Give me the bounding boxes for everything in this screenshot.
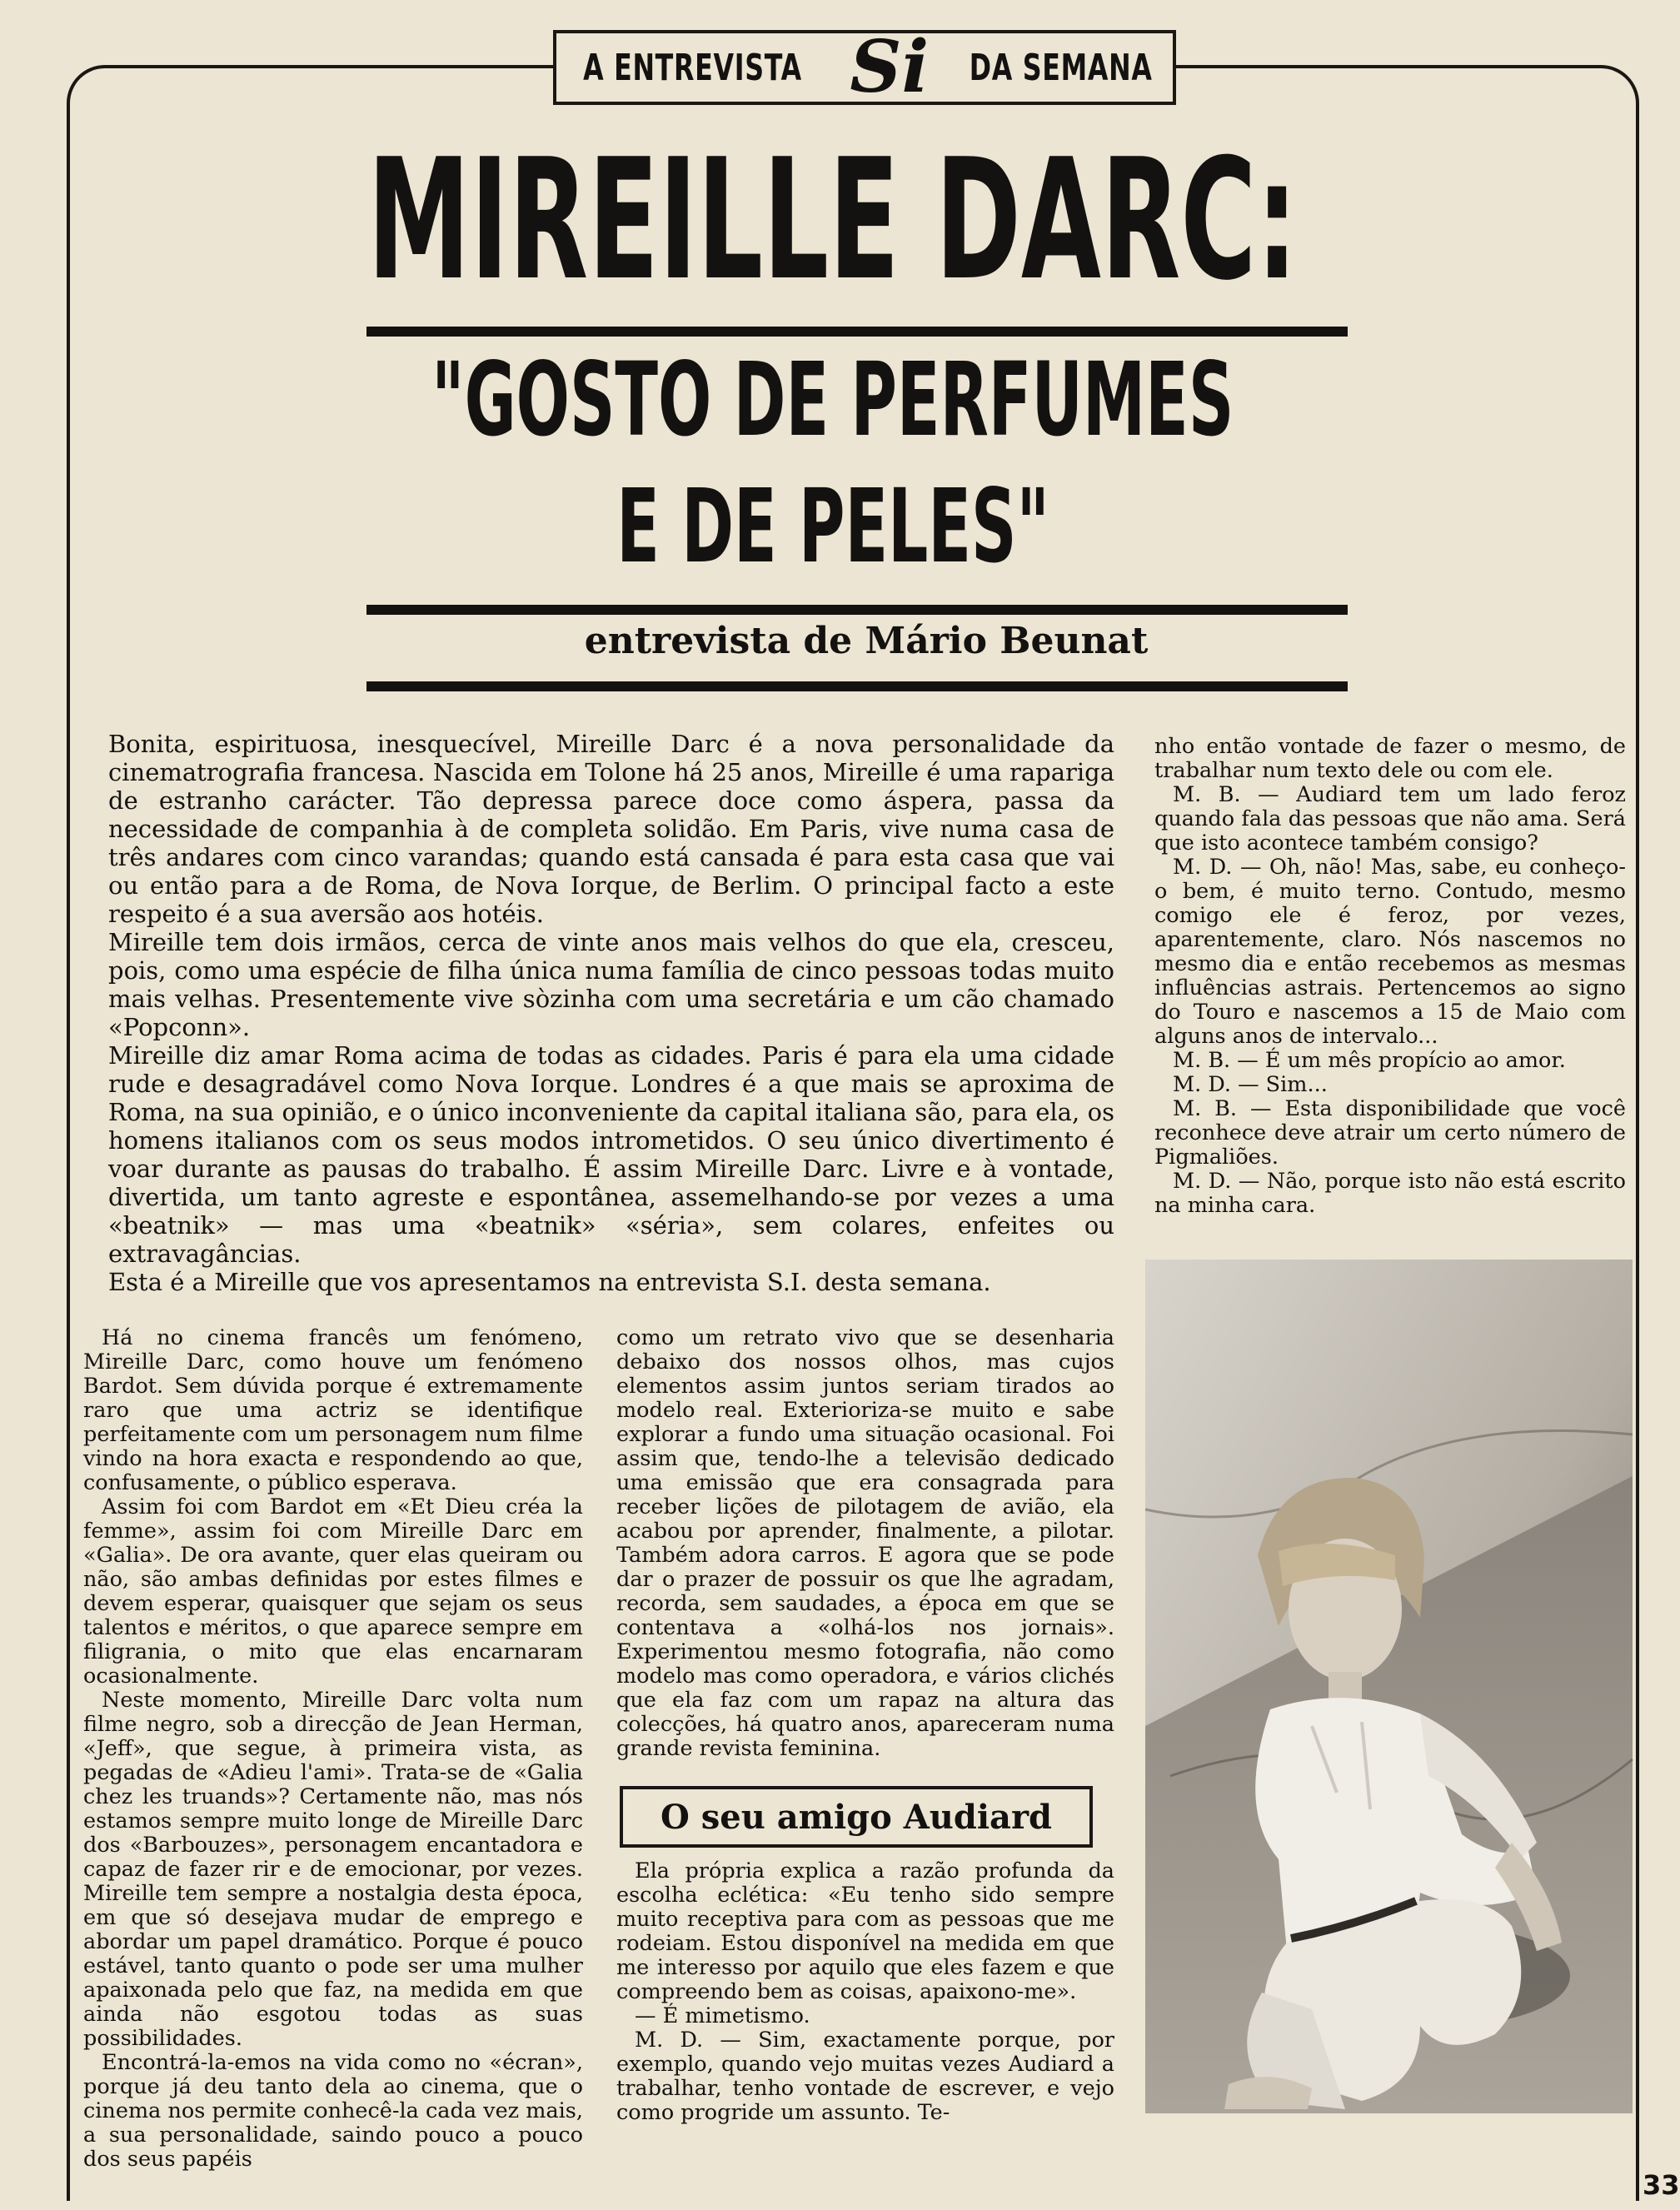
subheading-text: O seu amigo Audiard [661,1797,1052,1837]
column-2b: Ela própria explica a razão profunda da escolha eclética: «Eu tenho sido sempre muito receptiva para com as pessoas que me rodeiam. Estou disponível na medida em que me interesso por aquilo que eles fazem e que compreendo bem as coisas, apaixono-me». — É mimetismo. M. D. — Sim, exactamente porque, por exemplo, quando vejo muitas vezes Audiard a trabalhar, tenho vontade de escrever, e vejo como progride um assunto. Te- [616,1858,1114,2125]
subheadline-line-1: "GOSTO DE PERFUMES [431,341,1234,459]
column-1: Há no cinema francês um fenómeno, Mireille Darc, como houve um fenómeno Bardot. Sem dúvida porque é extremamente raro que uma actriz se identifique perfeitamente com um personagem num filme vindo na hora exacta e respondendo ao que, confusamente, o público esperava. Assim foi com Bardot em «Et Dieu créa la femme», assim foi com Mireille Darc em «Galia». De ora avante, quer elas queiram ou não, são ambas definidas por estes filmes e devem esperar, quaisquer que sejam os seus talentos e méritos, o que aparece sempre em filigrania, o mito que elas encarnaram ocasionalmente. Neste momento, Mireille Darc volta num filme negro, sob a direcção de Jean Herman, «Jeff», que segue, à primeira vista, as pegadas de «Adieu l'ami». Trata-se de «Galia chez les truands»? Certamente não, mas nós estamos sempre muito longe de Mireille Darc dos «Barbouzes», personagem encantadora e capaz de fazer rir e de emocionar, por vezes. Mireille tem sempre a nostalgia desta época, em que só desejava mudar de emprego e abordar um papel dramático. Porque é pouco estável, tanto quanto o pode ser uma mulher apaixonada pelo que faz, na medida em que ainda não esgotou todas as suas possibilidades. Encontrá-la-emos na vida como no «écran», porque já deu tanto dela ao cinema, que o cinema nos permite conhecê-la cada vez mais, a sua personalidade, saindo pouco a pouco dos seus papéis [83,1325,583,2172]
headline-rule-bottom [366,681,1348,691]
headline-rule-mid [366,605,1348,615]
portrait-photo [1145,1260,1633,2113]
byline: entrevista de Mário Beunat [584,620,1149,662]
section-header [553,25,1176,109]
column-2: como um retrato vivo que se desenharia debaixo dos nossos olhos, mas cujos elementos assim juntos seriam tirados ao modelo real. Exterioriza-se muito e sabe explorar a fundo uma situação ocasional. Foi assim que, tendo-lhe a televisão dedicado uma emissão que era consagrada para receber lições de pilotagem de avião, ela acabou por aprender, finalmente, a pilotar. Também adora carros. E agora que se pode dar o prazer de possuir os que lhe agradam, recorda, sem saudades, a época em que se contentava a «olhá-los nos jornais». Experimentou mesmo fotografia, não como modelo mas como operadora, e vários clichés que ela faz com um rapaz na altura das colecções, há quatro anos, apareceram numa grande revista feminina. [616,1325,1114,1761]
subheadline-line-2: E DE PELES" [616,467,1049,586]
page-number: 33 [1643,2169,1680,2201]
headline-rule-top [366,327,1348,337]
header-left-text: A ENTREVISTA [583,46,803,89]
header-right-text: DA SEMANA [969,46,1153,89]
magazine-logo: Si [850,25,930,109]
headline: MIREILLE DARC: [367,123,1299,317]
subheading-box [620,1786,1093,1848]
intro-text: Bonita, espirituosa, inesquecível, Mireille Darc é a nova personalidade da cinematrografia francesa. Nascida em Tolone há 25 anos, Mireille é uma rapariga de estranho carácter. Tão depressa parece doce como áspera, passa da necessidade de companhia à de completa solidão. Em Paris, vive numa casa de três andares com cinco varandas; quando está cansada é para esta casa que vai ou então para a de Roma, de Nova Iorque, de Berlim. O principal facto a este respeito é a sua aversão aos hotéis. Mireille tem dois irmãos, cerca de vinte anos mais velhos do que ela, cresceu, pois, como uma espécie de filha única numa família de cinco pessoas todas muito mais velhas. Presentemente vive sòzinha com uma secretária e um cão chamado «Popconn». Mireille diz amar Roma acima de todas as cidades. Paris é para ela uma cidade rude e desagradável como Nova Iorque. Londres é a que mais se aproxima de Roma, na sua opinião, e o único inconveniente da capital italiana são, para ela, os homens italianos com os seus modos intrometidos. O seu único divertimento é voar durante as pausas do trabalho. É assim Mireille Darc. Livre e à vontade, divertida, um tanto agreste e espontânea, assemelhando-se por vezes a uma «beatnik» — mas uma «beatnik» «séria», sem colares, enfeites ou extravagâncias. Esta é a Mireille que vos apresentamos na entrevista S.I. desta semana. [108,730,1114,1296]
column-3: nho então vontade de fazer o mesmo, de trabalhar num texto dele ou com ele. M. B. — Audiard tem um lado feroz quando fala das pessoas que não ama. Será que isto acontece também consigo? M. D. — Oh, não! Mas, sabe, eu conheço-o bem, é muito terno. Contudo, mesmo comigo ele é feroz, por vezes, aparentemente, claro. Nós nascemos no mesmo dia e então recebemos as mesmas influências astrais. Pertencemos ao signo do Touro e nascemos a 15 de Maio com alguns anos de intervalo... M. B. — É um mês propício ao amor. M. D. — Sim... M. B. — Esta disponibilidade que você reconhece deve atrair um certo número de Pigmaliões. M. D. — Não, porque isto não está escrito na minha cara. [1154,734,1626,1218]
